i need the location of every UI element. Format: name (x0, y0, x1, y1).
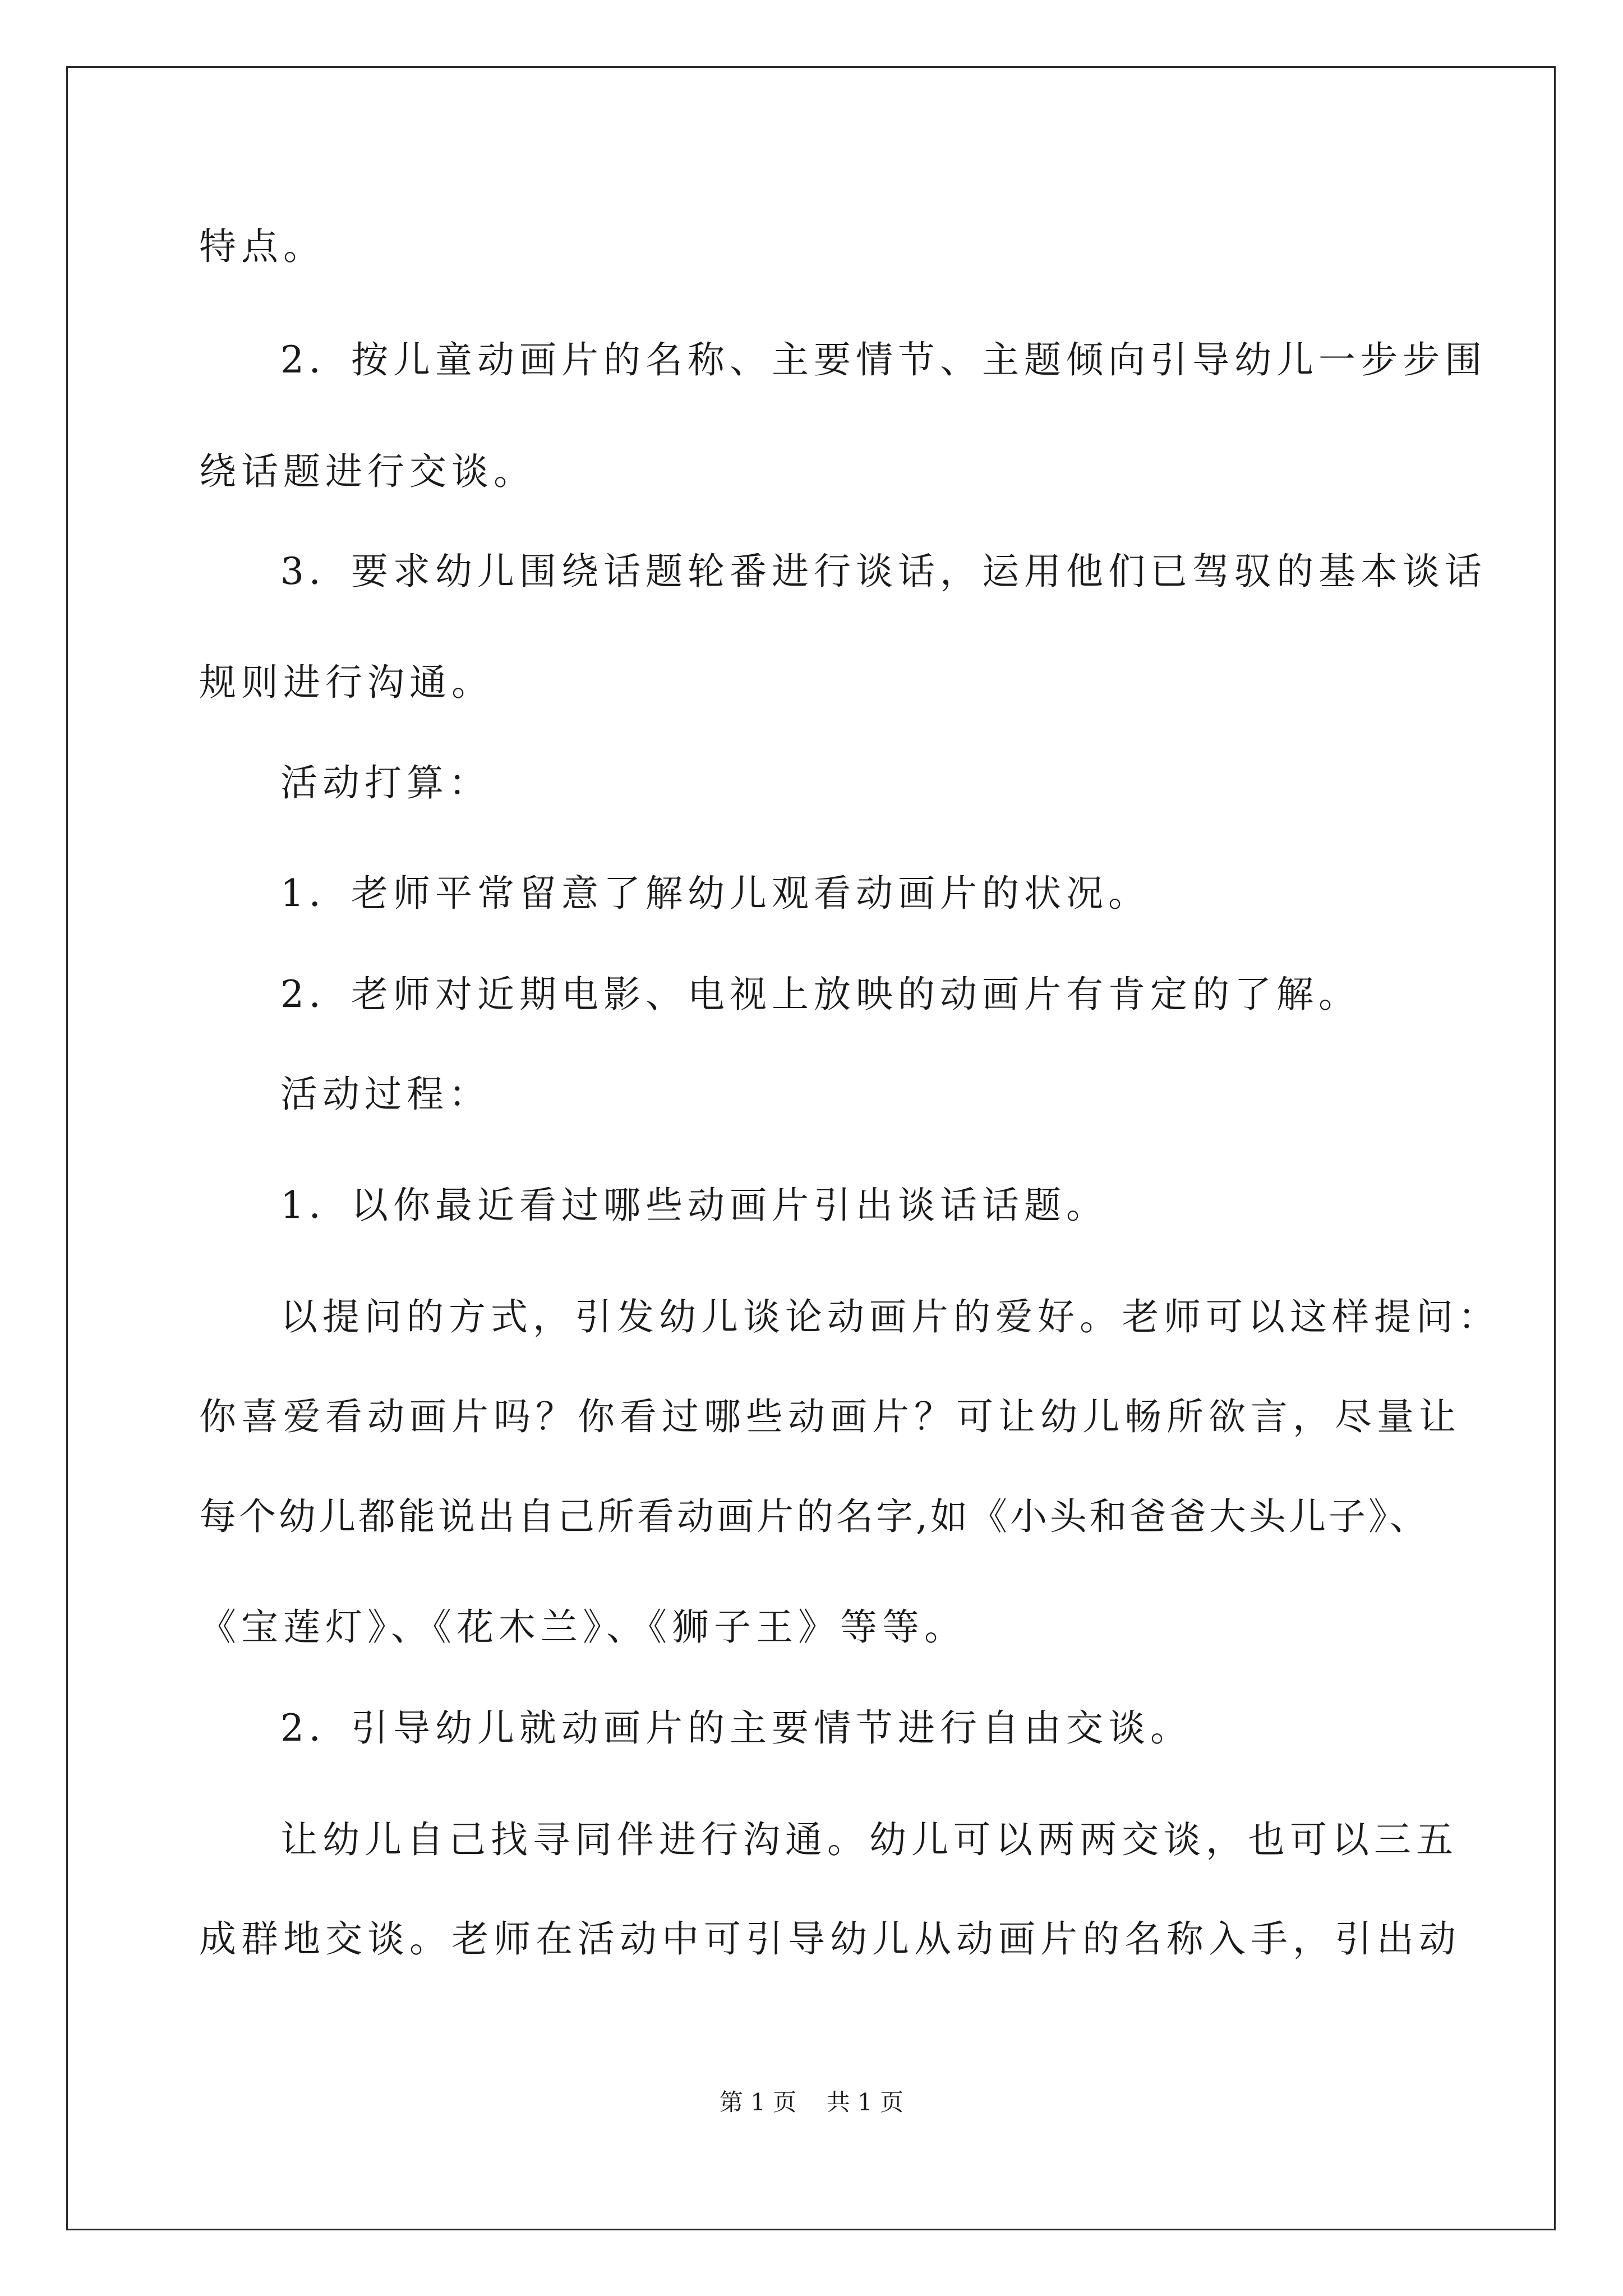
text-line: 《宝莲灯》、《花木兰》、《狮子王》等等。 (199, 1605, 966, 1649)
text-line: 规则进行沟通。 (199, 661, 494, 704)
text-line: 2．引导幼儿就动画片的主要情节进行自由交谈。 (280, 1706, 1192, 1750)
text-line: 1．以你最近看过哪些动画片引出谈话话题。 (280, 1184, 1108, 1227)
text-line: 让幼儿自己找寻同伴进行沟通。幼儿可以两两交谈，也可以三五 (280, 1818, 1458, 1861)
section-heading: 活动过程： (280, 1073, 491, 1116)
text-line: 1．老师平常留意了解幼儿观看动画片的状况。 (280, 872, 1150, 915)
text-line: 2．按儿童动画片的名称、主要情节、主题倾向引导幼儿一步步围 (280, 338, 1487, 381)
page-border (66, 66, 1556, 2230)
text-line: 你喜爱看动画片吗？你看过哪些动画片？可让幼儿畅所欲言，尽量让 (199, 1395, 1461, 1438)
text-line: 以提问的方式，引发幼儿谈论动画片的爱好。老师可以这样提问： (280, 1295, 1500, 1338)
text-line: 2．老师对近期电影、电视上放映的动画片有肯定的了解。 (280, 973, 1361, 1016)
section-heading: 活动打算： (280, 761, 491, 804)
page-number-footer: 第 1 页 共 1 页 (719, 2088, 904, 2116)
text-line: 每个幼儿都能说出自己所看动画片的名字,如《小头和爸爸大头儿子》、 (199, 1495, 1430, 1538)
text-line: 成群地交谈。老师在活动中可引导幼儿从动画片的名称入手，引出动 (199, 1917, 1461, 1961)
text-line: 特点。 (199, 225, 325, 268)
text-line: 3．要求幼儿围绕话题轮番进行谈话，运用他们已驾驭的基本谈话 (280, 550, 1487, 593)
text-line: 绕话题进行交谈。 (199, 450, 536, 493)
